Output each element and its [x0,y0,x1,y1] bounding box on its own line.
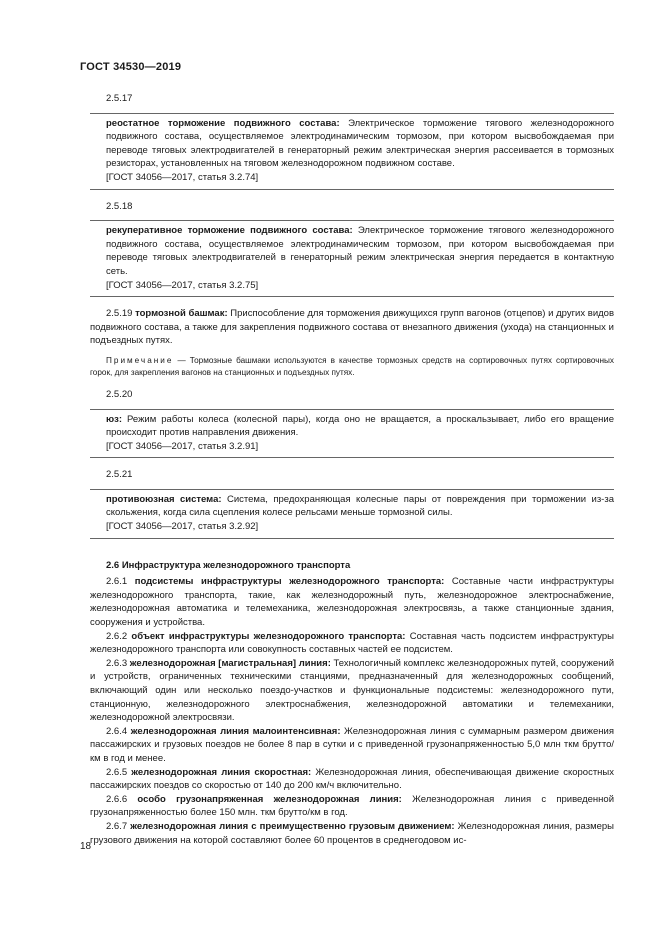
definition-text [90,413,614,440]
term-definition-box [90,489,614,539]
definition: Железнодорожная линия с приведенной грузонапряженностью более 150 млн. ткм брутто/км в год. [90,793,614,819]
entry-number: 2.5.20 [106,388,133,400]
entry-number: 2.5.21 [106,469,133,481]
term: тормозной башмак: [135,308,228,320]
section-heading: 2.6 Инфраструктура железнодорожного транспорта [106,559,351,571]
term-paragraph [90,725,614,766]
term-paragraph [90,820,614,847]
item-number: 2.5.19 [106,308,133,320]
definition-text [90,493,614,520]
source-reference: [ГОСТ 34056—2017, статья 3.2.92] [106,521,259,533]
term-paragraph [90,630,614,657]
term-definition-box [90,220,614,297]
document-code: ГОСТ 34530—2019 [80,61,182,73]
item-number: 2.6.6 [106,793,128,805]
item-number: 2.6.5 [106,766,128,778]
term-paragraph [90,575,614,629]
term-paragraph [90,657,614,725]
term: противоюзная система: [106,493,222,505]
term-paragraph [90,766,614,793]
item-number: 2.6.2 [106,630,128,642]
term: железнодорожная линия с преимущественно грузовым движением: [130,820,455,832]
note [90,355,614,379]
definition: Режим работы колеса (колесной пары), когда оно не вращается, а проскальзывает, либо его вращение происходит против направления движения. [106,413,614,439]
item-number: 2.6.7 [106,820,128,832]
source-reference: [ГОСТ 34056—2017, статья 3.2.74] [106,171,259,183]
term: реостатное торможение подвижного состава: [106,117,340,129]
definition: Электрическое торможение тягового железнодорожного подвижного состава, осуществляемое электродинамическим тормозом, при котором высвобождаемая при переводе тяговых электродвигателей в генераторный режим электрическая энергия рассеивается в тормозных резисторах, установленных на тяговом железнодорожном подвижном составе. [106,117,614,170]
definition: Железнодорожная линия, размеры грузового движения на которой составляют более 60 процентов в среднегодовом ис- [90,820,614,846]
definition: Приспособление для торможения движущихся групп вагонов (отцепов) и других видов подвижного состава, а также для закрепления подвижного состава от внезапного движения (ухода) на станционных и подъездных путях. [90,308,614,347]
item-number: 2.6.1 [106,576,128,588]
term: подсистемы инфраструктуры железнодорожного транспорта: [134,576,445,588]
term: железнодорожная линия малоинтенсивная: [130,725,341,737]
term-definition-box [90,409,614,459]
term: железнодорожная [магистральная] линия: [129,657,331,669]
term: объект инфраструктуры железнодорожного транспорта: [131,630,406,642]
term: юз: [106,413,122,425]
definition: Составная часть подсистем инфраструктуры железнодорожного транспорта или совокупность составных частей ее подсистем. [90,630,614,656]
source-reference: [ГОСТ 34056—2017, статья 3.2.75] [106,279,259,291]
page-number: 18 [80,841,92,852]
note-text: — Тормозные башмаки используются в качестве тормозных средств на сортировочных путях сортировочных горок, для закрепления вагонов на станционных и подъездных путях. [90,355,614,377]
item-number: 2.6.4 [106,725,128,737]
term: особо грузонапряженная железнодорожная линия: [137,793,402,805]
source-reference: [ГОСТ 34056—2017, статья 3.2.91] [106,440,259,452]
definition-text [90,224,614,278]
note-label: Примечание [106,355,174,365]
term-paragraph [90,793,614,820]
definition-text [90,117,614,171]
term: рекуперативное торможение подвижного состава: [106,225,353,237]
definition: Железнодорожная линия с суммарным размером движения пассажирских и грузовых поездов не более 8 пар в сутки и с приведенной грузонапряженностью 5,0 млн ткм брутто/км в год и менее. [90,725,614,764]
term-paragraph [90,307,614,348]
definition: Составные части инфраструктуры железнодорожного транспорта, такие, как железнодорожный путь, железнодорожное электроснабжение, железнодорожная автоматика и телемеханика, железнодорожная электросвязь, а также станционные здания, сооружения и устройства. [90,576,614,629]
term-definition-box [90,113,614,190]
entry-number: 2.5.18 [106,200,133,212]
term: железнодорожная линия скоростная: [131,766,312,778]
definition: Электрическое торможение тягового железнодорожного подвижного состава, осуществляемое электродинамическим тормозом, при котором высвобождаемая при переводе тяговых электродвигателей в генераторный режим электрическая энергия передается в контактную сеть. [106,225,614,277]
item-number: 2.6.3 [106,657,128,669]
page-content [90,92,614,847]
definition: Железнодорожная линия, обеспечивающая движение скоростных пассажирских поездов со скоростью от 140 до 200 км/ч включительно. [90,766,614,792]
definition: Система, предохраняющая колесные пары от повреждения при торможении из-за скольжения, когда сила сцепления колесе рельсами меньше тормозной силы. [106,493,614,519]
entry-number: 2.5.17 [106,93,133,104]
definition: Технологичный комплекс железнодорожных путей, сооружений и устройств, ограниченных техническими станциями, предназначенный для железнодорожных сообщений, включающий один или несколько поездо-участков и функциональные подсистемы: железнодорожного пути, станционную, железнодорожного электроснабжения, железнодорожной автоматики и телемеханики, железнодорожной электросвязи. [90,657,614,724]
